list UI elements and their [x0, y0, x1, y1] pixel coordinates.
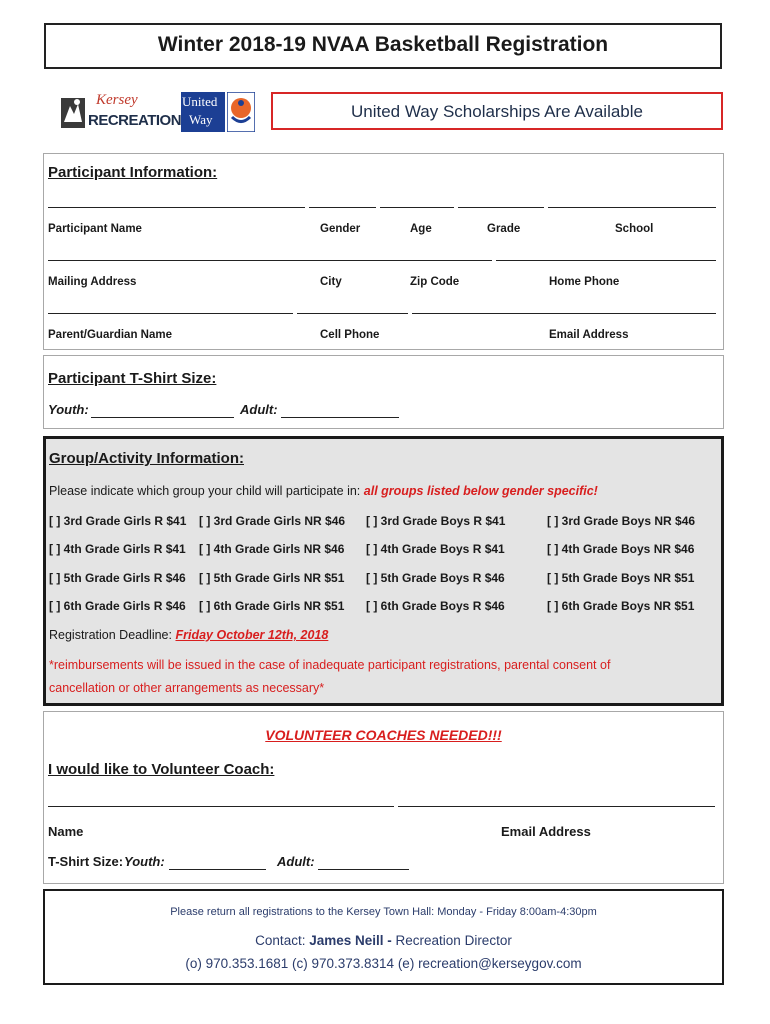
volunteer-name-label: Name — [48, 824, 84, 839]
gender-specific-note: all groups listed below gender specific! — [363, 484, 598, 498]
scholarship-banner — [271, 92, 723, 130]
volunteer-adult-line[interactable] — [318, 869, 409, 870]
adult-size-label: Adult: — [240, 402, 278, 417]
contact-name: James Neill - — [309, 933, 392, 948]
mailing-address-label: Mailing Address — [48, 276, 137, 288]
guardian-name-line[interactable] — [48, 313, 293, 314]
tshirt-size-section — [43, 355, 724, 429]
volunteer-tshirt-label: T-Shirt Size: — [48, 854, 124, 869]
school-line[interactable] — [548, 207, 716, 208]
option-3rd-boys-nr[interactable]: [ ] 3rd Grade Boys NR $46 — [547, 514, 696, 528]
school-label: School — [615, 223, 654, 235]
scholarship-banner-text: United Way Scholarships Are Available — [351, 102, 643, 121]
gender-line[interactable] — [309, 207, 376, 208]
option-3rd-boys-r[interactable]: [ ] 3rd Grade Boys R $41 — [366, 514, 506, 528]
option-3rd-girls-r[interactable]: [ ] 3rd Grade Girls R $41 — [49, 514, 187, 528]
option-4th-girls-r[interactable]: [ ] 4th Grade Girls R $41 — [49, 542, 186, 556]
volunteer-youth-line[interactable] — [169, 869, 266, 870]
adult-size-line[interactable] — [281, 417, 399, 418]
participant-info-section — [43, 153, 724, 350]
gender-label: Gender — [320, 223, 361, 235]
contact-phones[interactable]: (o) 970.353.1681 (c) 970.373.8314 (e) recreation@kerseygov.com — [185, 956, 582, 971]
volunteer-email-line[interactable] — [398, 806, 715, 807]
home-phone-label: Home Phone — [549, 276, 620, 288]
group-instruction — [49, 484, 598, 498]
registration-deadline — [49, 628, 328, 642]
volunteer-email-label: Email Address — [501, 824, 591, 839]
group-activity-section — [43, 436, 724, 706]
uw-logo-line1: United — [182, 94, 218, 109]
uw-logo-line2: Way — [189, 112, 213, 127]
grade-label: Grade — [487, 223, 521, 235]
cell-phone-label: Cell Phone — [320, 329, 380, 341]
recreation-logo-text: RECREATION — [88, 112, 182, 129]
email-address-line[interactable] — [412, 313, 716, 314]
volunteer-coaches-needed: VOLUNTEER COACHES NEEDED!!! — [265, 727, 502, 743]
group-activity-heading: Group/Activity Information: — [49, 450, 244, 467]
option-6th-boys-nr[interactable]: [ ] 6th Grade Boys NR $51 — [547, 599, 695, 613]
contact-prefix: Contact: — [255, 933, 306, 948]
participant-name-label: Participant Name — [48, 223, 142, 235]
volunteer-adult-label: Adult: — [277, 854, 315, 869]
option-6th-girls-r[interactable]: [ ] 6th Grade Girls R $46 — [49, 599, 186, 613]
option-5th-girls-nr[interactable]: [ ] 5th Grade Girls NR $51 — [199, 571, 345, 585]
volunteer-youth-label: Youth: — [124, 854, 165, 869]
option-4th-girls-nr[interactable]: [ ] 4th Grade Girls NR $46 — [199, 542, 345, 556]
kersey-recreation-logo — [60, 92, 182, 132]
option-6th-girls-nr[interactable]: [ ] 6th Grade Girls NR $51 — [199, 599, 345, 613]
reimbursement-note-line2: cancellation or other arrangements as necessary* — [49, 681, 325, 695]
contact-line — [45, 933, 722, 948]
volunteer-coach-heading: I would like to Volunteer Coach: — [48, 761, 275, 778]
home-phone-line[interactable] — [496, 260, 716, 261]
deadline-date: Friday October 12th, 2018 — [175, 628, 329, 642]
age-line[interactable] — [380, 207, 454, 208]
deadline-label: Registration Deadline: — [49, 628, 172, 642]
guardian-name-label: Parent/Guardian Name — [48, 329, 172, 341]
option-4th-boys-r[interactable]: [ ] 4th Grade Boys R $41 — [366, 542, 505, 556]
option-5th-boys-nr[interactable]: [ ] 5th Grade Boys NR $51 — [547, 571, 695, 585]
volunteer-coach-section — [43, 711, 724, 884]
option-6th-boys-r[interactable]: [ ] 6th Grade Boys R $46 — [366, 599, 505, 613]
tshirt-size-heading: Participant T-Shirt Size: — [48, 370, 217, 387]
participant-name-line[interactable] — [48, 207, 305, 208]
option-3rd-girls-nr[interactable]: [ ] 3rd Grade Girls NR $46 — [199, 514, 346, 528]
grade-line[interactable] — [458, 207, 544, 208]
united-way-logo — [181, 92, 255, 132]
youth-size-label: Youth: — [48, 402, 89, 417]
age-label: Age — [410, 223, 432, 235]
mailing-address-line[interactable] — [48, 260, 492, 261]
kersey-logo-text: Kersey — [96, 92, 138, 108]
youth-size-line[interactable] — [91, 417, 234, 418]
footer-contact-box — [43, 889, 724, 985]
group-instruction-text: Please indicate which group your child will participate in: — [49, 484, 361, 498]
contact-title: Recreation Director — [395, 933, 512, 948]
city-label: City — [320, 276, 342, 288]
email-address-label: Email Address — [549, 329, 629, 341]
volunteer-name-line[interactable] — [48, 806, 394, 807]
cell-phone-line[interactable] — [297, 313, 408, 314]
option-5th-girls-r[interactable]: [ ] 5th Grade Girls R $46 — [49, 571, 186, 585]
title-box — [44, 23, 722, 69]
participant-info-heading: Participant Information: — [48, 164, 218, 181]
zip-code-label: Zip Code — [410, 276, 460, 288]
reimbursement-note-line1: *reimbursements will be issued in the case of inadequate participant registrations, parental consent of — [49, 658, 611, 672]
option-5th-boys-r[interactable]: [ ] 5th Grade Boys R $46 — [366, 571, 505, 585]
option-4th-boys-nr[interactable]: [ ] 4th Grade Boys NR $46 — [547, 542, 695, 556]
page-title: Winter 2018-19 NVAA Basketball Registration — [157, 33, 609, 56]
return-instructions: Please return all registrations to the Kersey Town Hall: Monday - Friday 8:00am-4:30pm — [170, 906, 597, 918]
